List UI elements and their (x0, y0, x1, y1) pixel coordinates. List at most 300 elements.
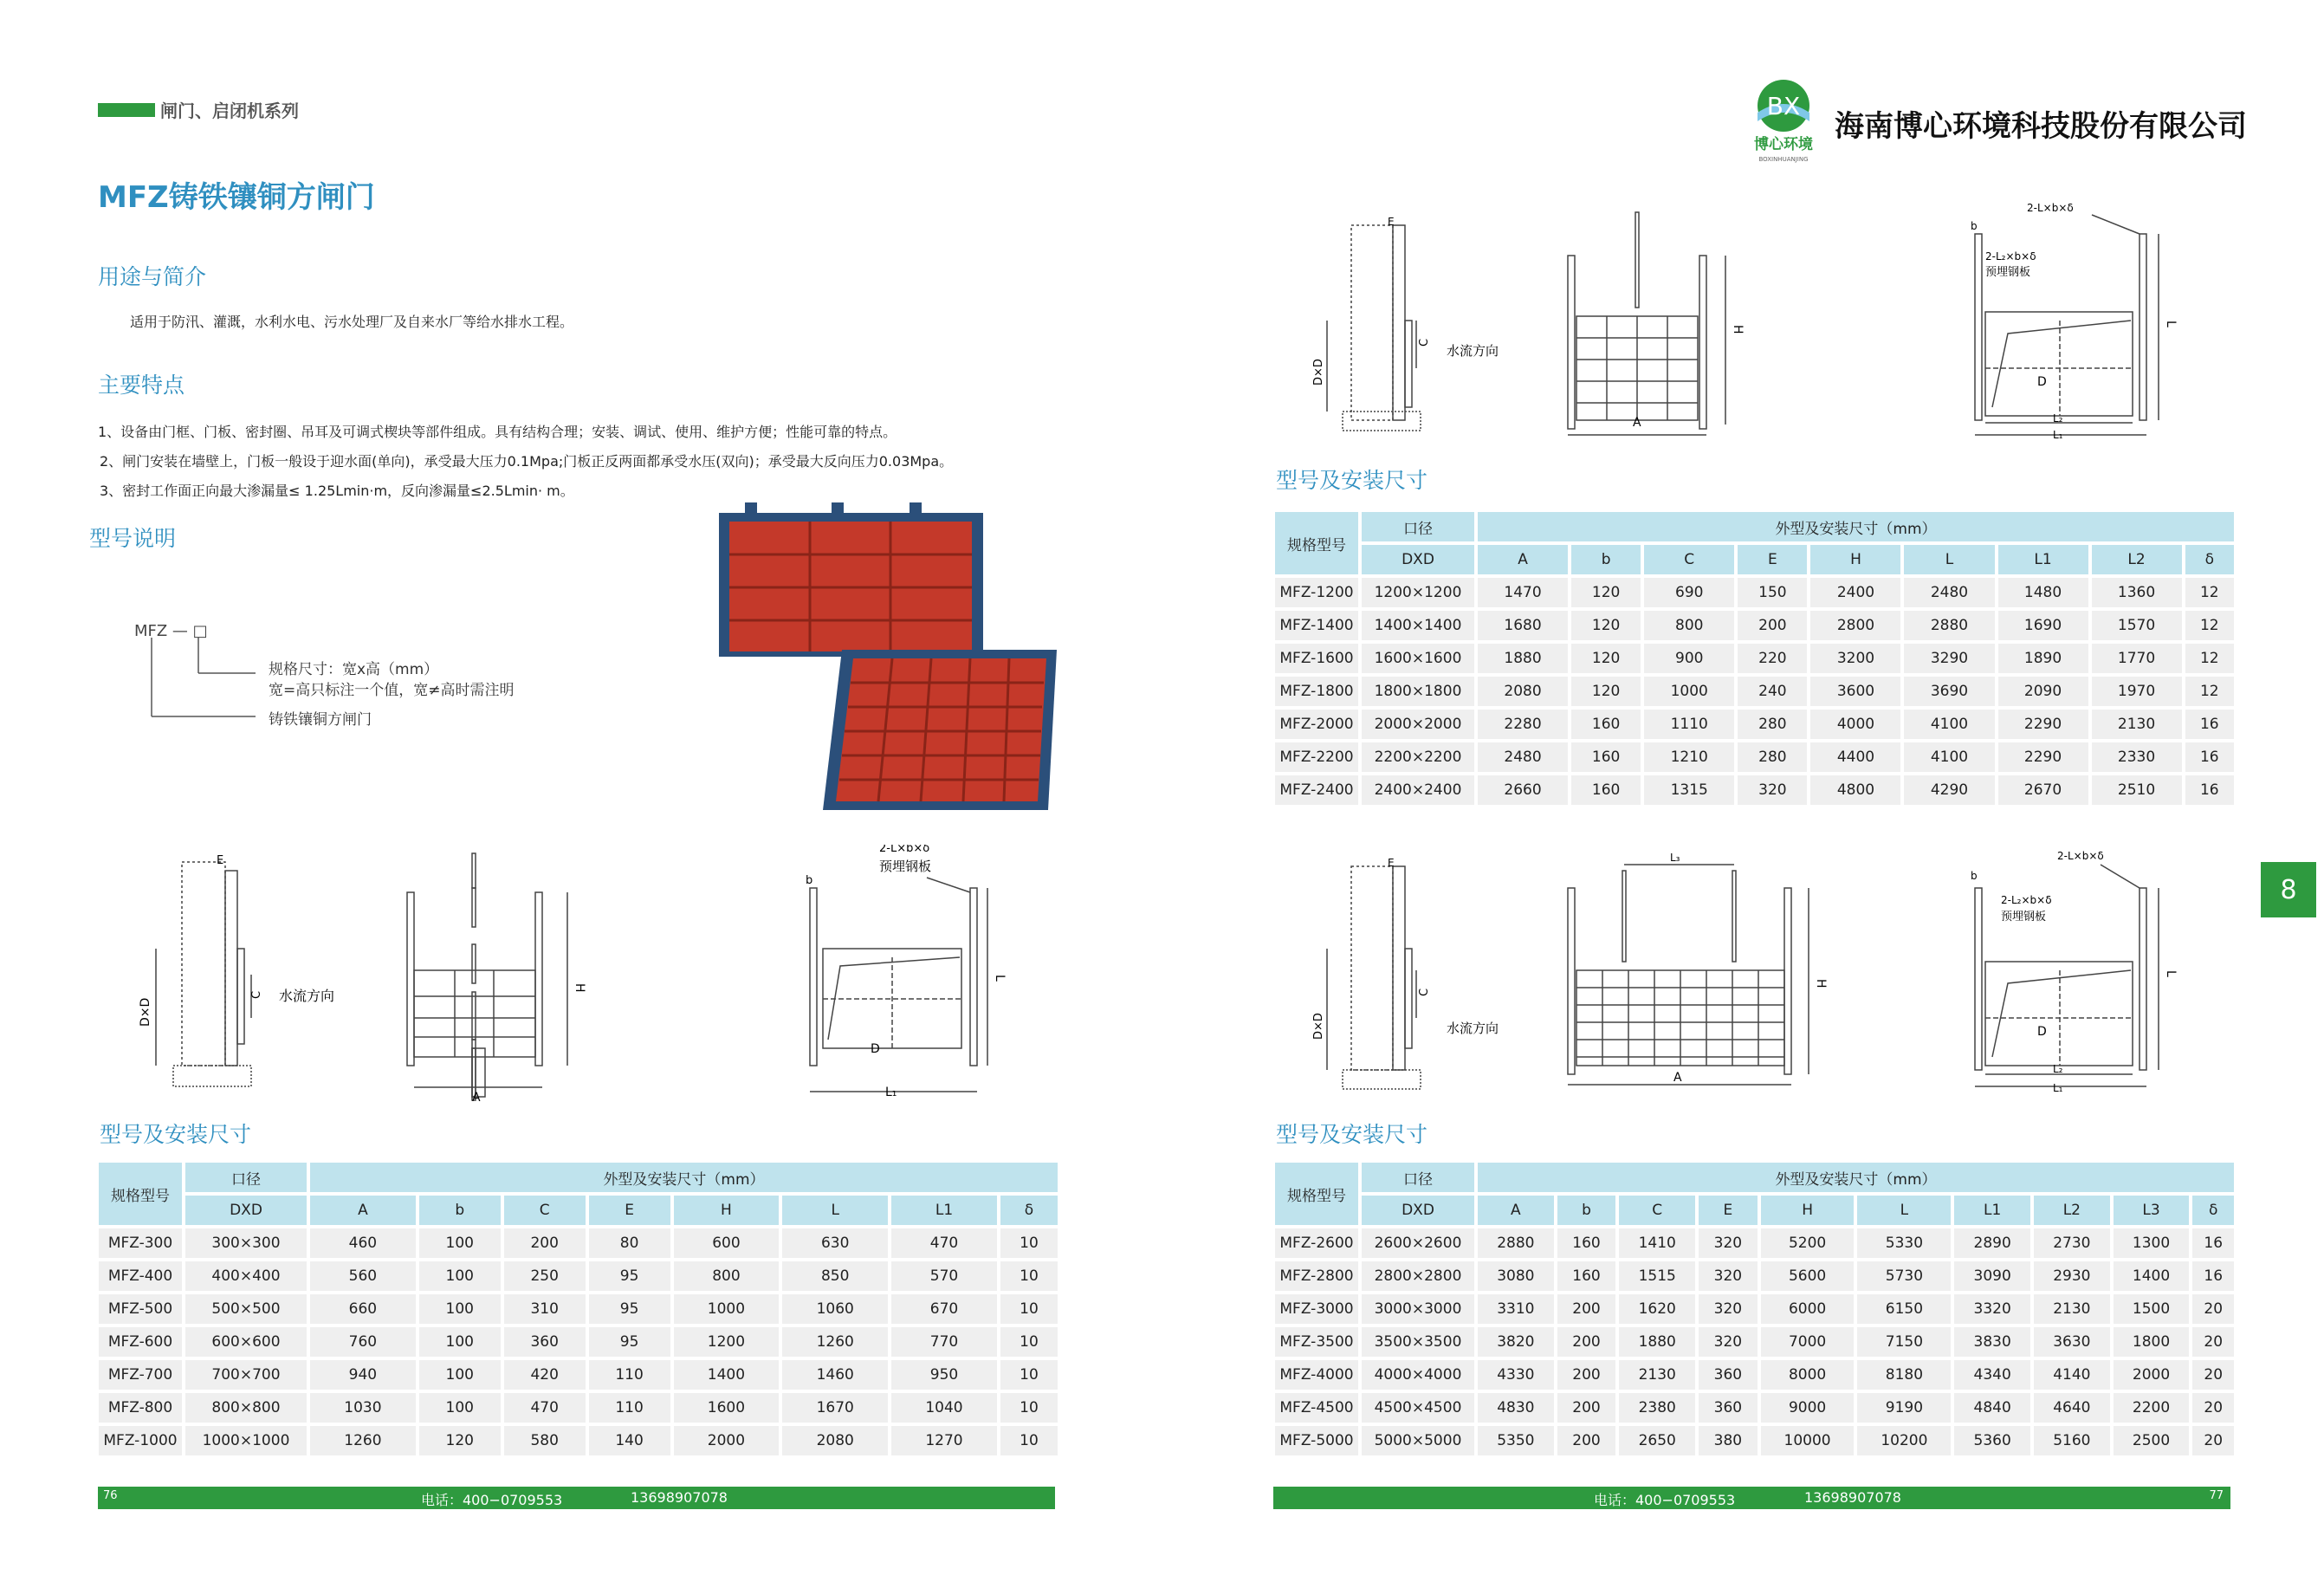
table-cell: 3830 (1954, 1327, 2030, 1357)
table-cell: 4100 (1904, 742, 1994, 772)
left-label-b: b (806, 874, 813, 887)
table-cell: 120 (1571, 578, 1641, 607)
table-cell: 2800×2800 (1362, 1261, 1474, 1291)
table-cell: 220 (1738, 644, 1807, 673)
table-cell: 5000×5000 (1362, 1426, 1474, 1455)
table-cell: 2080 (1478, 677, 1568, 706)
table-cell: 940 (310, 1360, 416, 1390)
table-cell: MFZ-2000 (1275, 710, 1358, 739)
left-technical-drawings (130, 845, 1013, 1105)
table-header-row (99, 1163, 1058, 1192)
table-cell: 570 (891, 1261, 997, 1291)
model-col-header: 规格型号 (1275, 512, 1358, 574)
table-cell: 240 (1738, 677, 1807, 706)
model-col-header: 规格型号 (99, 1163, 182, 1225)
table-cell: 5350 (1478, 1426, 1554, 1455)
table-cell: 200 (1557, 1360, 1616, 1390)
table-cell: 160 (1571, 742, 1641, 772)
table-cell: MFZ-2800 (1275, 1261, 1358, 1291)
column-header: L2 (2092, 545, 2182, 574)
rb-label-flow: 水流方向 (1447, 1021, 1499, 1036)
table-row (1275, 1360, 2234, 1390)
table-cell: 6000 (1761, 1294, 1855, 1324)
column-header: A (1478, 1196, 1554, 1225)
table-cell: 2090 (1998, 677, 2088, 706)
table-cell: 16 (2192, 1261, 2234, 1291)
table-row (99, 1327, 1058, 1357)
table-cell: 2800 (1810, 611, 1900, 640)
right-footer-phone1: 电话：400−0709553 (1594, 1492, 1736, 1508)
table-cell: MFZ-300 (99, 1228, 182, 1258)
table-cell: 12 (2185, 644, 2234, 673)
table-cell: 100 (419, 1327, 501, 1357)
rt-label-lbd: 2-L×b×δ (2027, 202, 2074, 214)
table-cell: 1300 (2114, 1228, 2190, 1258)
feature-item: 3、密封工作面正向最大渗漏量≤ 1.25Lmin·m，反向渗漏量≤2.5Lmin· m。 (100, 483, 574, 499)
left-footer-phone1: 电话：400−0709553 (421, 1492, 563, 1508)
table-cell: 2480 (1904, 578, 1994, 607)
table-cell: 2500 (2114, 1426, 2190, 1455)
column-header: H (674, 1196, 780, 1225)
rt-label-h: H (1731, 325, 1745, 334)
table-cell: 95 (589, 1261, 670, 1291)
table-cell: 320 (1699, 1228, 1758, 1258)
table-subheader-row (99, 1196, 1058, 1225)
right-page-number: 77 (2209, 1489, 2224, 1502)
rb-label-a: A (1673, 1071, 1682, 1085)
table-cell: 5600 (1761, 1261, 1855, 1291)
gate-photo-illustration (693, 502, 1057, 814)
table-row (1275, 677, 2234, 706)
table-cell: 4290 (1904, 775, 1994, 805)
column-header: L3 (2114, 1196, 2190, 1225)
model-note-width: 宽=高只标注一个值，宽≠高时需注明 (269, 682, 515, 699)
left-label-flow: 水流方向 (279, 988, 335, 1004)
column-header: DXD (185, 1196, 307, 1225)
left-label-plate: 预埋钢板 (879, 859, 932, 874)
table-cell: 95 (589, 1327, 670, 1357)
table-cell: 500×500 (185, 1294, 307, 1324)
table-cell: 2600×2600 (1362, 1228, 1474, 1258)
table-cell: 460 (310, 1228, 416, 1258)
table-cell: MFZ-4000 (1275, 1360, 1358, 1390)
table-cell: MFZ-4500 (1275, 1393, 1358, 1423)
table-cell: 120 (419, 1426, 501, 1455)
table-cell: 160 (1571, 775, 1641, 805)
caliber-header: 口径 (185, 1163, 307, 1192)
left-label-a: A (472, 1091, 481, 1105)
rb-label-l2: L₂ (2053, 1063, 2063, 1075)
rb-label-l: L (2164, 970, 2178, 977)
table-row (99, 1426, 1058, 1455)
table-cell: 150 (1738, 578, 1807, 607)
left-spec-table (95, 1159, 1061, 1459)
table-cell: 120 (1571, 611, 1641, 640)
table-cell: 320 (1738, 775, 1807, 805)
table-cell: 1670 (782, 1393, 888, 1423)
column-header: L1 (1954, 1196, 2030, 1225)
table-cell: 1030 (310, 1393, 416, 1423)
table-row (1275, 1426, 2234, 1455)
table-cell: 3000×3000 (1362, 1294, 1474, 1324)
table-cell: 1110 (1644, 710, 1734, 739)
table-cell: 200 (504, 1228, 586, 1258)
table-cell: 2000 (674, 1426, 780, 1455)
table-cell: 2330 (2092, 742, 2182, 772)
table-cell: 3080 (1478, 1261, 1554, 1291)
table-cell: 3200 (1810, 644, 1900, 673)
table-cell: 100 (419, 1393, 501, 1423)
table-cell: 200 (1557, 1327, 1616, 1357)
right-top-drawing-svg (1308, 199, 2191, 442)
table-cell: 3310 (1478, 1294, 1554, 1324)
left-drawing-svg (130, 845, 1013, 1105)
table-cell: 2730 (2034, 1228, 2110, 1258)
dims-title-header: 外型及安装尺寸（mm） (310, 1163, 1058, 1192)
table-cell: 200 (1557, 1294, 1616, 1324)
table-cell: 2130 (1619, 1360, 1695, 1390)
table-cell: 110 (589, 1360, 670, 1390)
model-col-header: 规格型号 (1275, 1163, 1358, 1225)
table-cell: MFZ-2400 (1275, 775, 1358, 805)
table-cell: 470 (504, 1393, 586, 1423)
rb-label-c: C (1418, 988, 1431, 996)
table-cell: 2200×2200 (1362, 742, 1474, 772)
table-cell: 1970 (2092, 677, 2182, 706)
left-label-d: D (871, 1042, 880, 1056)
table-cell: 1480 (1998, 578, 2088, 607)
table-cell: 3500×3500 (1362, 1327, 1474, 1357)
rb-label-lbd2: 2-L₂×b×δ (2001, 894, 2052, 906)
series-bar (98, 103, 155, 117)
column-header: δ (2192, 1196, 2234, 1225)
table-cell: 4100 (1904, 710, 1994, 739)
table-cell: 5330 (1857, 1228, 1951, 1258)
table-cell: 760 (310, 1327, 416, 1357)
table-cell: 1400 (2114, 1261, 2190, 1291)
table-cell: 1000 (674, 1294, 780, 1324)
table-cell: MFZ-3000 (1275, 1294, 1358, 1324)
table-cell: 1800×1800 (1362, 677, 1474, 706)
table-cell: 100 (419, 1360, 501, 1390)
table-cell: 2280 (1478, 710, 1568, 739)
table-cell: 3820 (1478, 1327, 1554, 1357)
table-cell: 700×700 (185, 1360, 307, 1390)
table-cell: 1880 (1619, 1327, 1695, 1357)
left-label-e: E (217, 854, 224, 867)
table-cell: 400×400 (185, 1261, 307, 1291)
table-cell: MFZ-3500 (1275, 1327, 1358, 1357)
product-photo (693, 502, 1057, 814)
table-cell: 20 (2192, 1426, 2234, 1455)
table-cell: 950 (891, 1360, 997, 1390)
table-cell: 100 (419, 1294, 501, 1324)
right-top-drawings (1308, 199, 2191, 442)
table-cell: MFZ-1400 (1275, 611, 1358, 640)
table-row (1275, 611, 2234, 640)
column-header: δ (1000, 1196, 1058, 1225)
table-cell: 660 (310, 1294, 416, 1324)
table-cell: 2510 (2092, 775, 2182, 805)
table-cell: 12 (2185, 578, 2234, 607)
usage-text: 适用于防汛、灌溉，水利水电、污水处理厂及自来水厂等给水排水工程。 (130, 314, 574, 330)
column-header: L (782, 1196, 888, 1225)
table-cell: 10 (1000, 1261, 1058, 1291)
table-cell: 2200 (2114, 1393, 2190, 1423)
table-cell: 320 (1699, 1327, 1758, 1357)
table-cell: 10 (1000, 1294, 1058, 1324)
table-cell: 200 (1738, 611, 1807, 640)
rb-label-e: E (1388, 857, 1395, 869)
left-label-l: L (993, 975, 1007, 982)
table-cell: 2480 (1478, 742, 1568, 772)
table-row (99, 1393, 1058, 1423)
table-cell: 9000 (1761, 1393, 1855, 1423)
column-header: C (1619, 1196, 1695, 1225)
column-header: b (419, 1196, 501, 1225)
table-cell: 380 (1699, 1426, 1758, 1455)
left-page-number: 76 (103, 1489, 118, 1502)
model-code: MFZ — □ (134, 622, 208, 640)
column-header: H (1761, 1196, 1855, 1225)
table-cell: 1800 (2114, 1327, 2190, 1357)
logo-en: BOXINHUANJING (1758, 156, 1809, 163)
table-cell: 300×300 (185, 1228, 307, 1258)
table-cell: 1360 (2092, 578, 2182, 607)
rt-label-l1: L₁ (2053, 429, 2063, 441)
table-cell: 2670 (1998, 775, 2088, 805)
rb-label-dxd: D×D (1312, 1013, 1325, 1040)
left-footer-phone2: 13698907078 (631, 1489, 728, 1506)
column-header: DXD (1362, 1196, 1474, 1225)
table-cell: 120 (1571, 644, 1641, 673)
table-cell: 2650 (1619, 1426, 1695, 1455)
table-cell: 8180 (1857, 1360, 1951, 1390)
dims-title-header: 外型及安装尺寸（mm） (1478, 1163, 2234, 1192)
table-cell: 1060 (782, 1294, 888, 1324)
page-title: MFZ铸铁镶铜方闸门 (98, 180, 375, 215)
table-cell: 310 (504, 1294, 586, 1324)
feature-item: 2、闸门安装在墙壁上，门板一般设于迎水面(单向)，承受最大压力0.1Mpa;门板正反两面都承受水压(双向)；承受最大反向压力0.03Mpa。 (100, 453, 954, 470)
logo-cn: 博心环境 (1754, 136, 1813, 153)
table-cell: 900 (1644, 644, 1734, 673)
features-list (98, 418, 1094, 506)
table-cell: 1570 (2092, 611, 2182, 640)
table-cell: MFZ-1800 (1275, 677, 1358, 706)
column-header: δ (2185, 545, 2234, 574)
left-footer (98, 1487, 1055, 1509)
table-cell: 850 (782, 1261, 888, 1291)
series-label: 闸门、启闭机系列 (98, 97, 299, 122)
features-heading: 主要特点 (98, 373, 185, 398)
rt-label-l: L (2164, 321, 2178, 327)
column-header: L2 (2034, 1196, 2110, 1225)
rb-label-plate: 预埋钢板 (2001, 911, 2047, 924)
table-cell: 10 (1000, 1228, 1058, 1258)
table-cell: 7000 (1761, 1327, 1855, 1357)
table-cell: MFZ-1600 (1275, 644, 1358, 673)
rb-label-b: b (1971, 870, 1978, 882)
table-cell: 1460 (782, 1360, 888, 1390)
table-cell: 110 (589, 1393, 670, 1423)
rb-label-lbd: 2-L×b×δ (2057, 850, 2104, 862)
table-cell: 800 (674, 1261, 780, 1291)
table-cell: 10200 (1857, 1426, 1951, 1455)
left-label-h: H (573, 983, 586, 993)
table-row (99, 1261, 1058, 1291)
table-cell: 1500 (2114, 1294, 2190, 1324)
table-cell: 4500×4500 (1362, 1393, 1474, 1423)
column-header: b (1557, 1196, 1616, 1225)
table-cell: 10 (1000, 1360, 1058, 1390)
table-cell: 630 (782, 1228, 888, 1258)
column-header: DXD (1362, 545, 1474, 574)
column-header: C (504, 1196, 586, 1225)
left-label-c: C (250, 990, 263, 999)
table-cell: 2880 (1478, 1228, 1554, 1258)
column-header: L1 (891, 1196, 997, 1225)
table-cell: 280 (1738, 742, 1807, 772)
table-cell: 3320 (1954, 1294, 2030, 1324)
table-cell: 3630 (2034, 1327, 2110, 1357)
table-cell: 4830 (1478, 1393, 1554, 1423)
caliber-header: 口径 (1362, 512, 1474, 541)
table-cell: 320 (1699, 1261, 1758, 1291)
table-cell: MFZ-500 (99, 1294, 182, 1324)
table-cell: 580 (504, 1426, 586, 1455)
column-header: E (1699, 1196, 1758, 1225)
column-header: A (310, 1196, 416, 1225)
logo-icon (1743, 78, 1825, 165)
table-row (1275, 742, 2234, 772)
column-header: E (1738, 545, 1807, 574)
table-row (99, 1360, 1058, 1390)
table-row (1275, 644, 2234, 673)
right-bottom-drawings (1308, 849, 2191, 1096)
table-cell: 20 (2192, 1360, 2234, 1390)
column-header: L (1857, 1196, 1951, 1225)
table-cell: 1470 (1478, 578, 1568, 607)
table-cell: 600×600 (185, 1327, 307, 1357)
table-cell: MFZ-2600 (1275, 1228, 1358, 1258)
table-cell: 1040 (891, 1393, 997, 1423)
table-cell: 7150 (1857, 1327, 1951, 1357)
usage-heading: 用途与简介 (98, 264, 207, 289)
table-cell: 3090 (1954, 1261, 2030, 1291)
table-cell: 20 (2192, 1327, 2234, 1357)
table-cell: 12 (2185, 611, 2234, 640)
table-cell: 4140 (2034, 1360, 2110, 1390)
table-cell: 1260 (782, 1327, 888, 1357)
column-header: C (1644, 545, 1734, 574)
table-cell: 690 (1644, 578, 1734, 607)
table-cell: 140 (589, 1426, 670, 1455)
table-cell: 12 (2185, 677, 2234, 706)
table-header-row (1275, 512, 2234, 541)
table-cell: 5730 (1857, 1261, 1951, 1291)
model-heading: 型号说明 (89, 526, 177, 551)
rb-label-d: D (2037, 1025, 2047, 1039)
table-cell: 1200×1200 (1362, 578, 1474, 607)
column-header: A (1478, 545, 1568, 574)
chapter-tab: 8 (2261, 862, 2316, 917)
rb-label-h: H (1814, 979, 1828, 988)
rt-label-c: C (1418, 338, 1431, 347)
table-cell: 320 (1699, 1294, 1758, 1324)
table-cell: 2000×2000 (1362, 710, 1474, 739)
company-logo (1743, 78, 1825, 165)
table-cell: 120 (1571, 677, 1641, 706)
table-cell: 6150 (1857, 1294, 1951, 1324)
model-explanation (134, 617, 585, 738)
table-cell: 160 (1571, 710, 1641, 739)
model-note-size: 规格尺寸：宽x高（mm） (269, 661, 439, 678)
table-row (1275, 1228, 2234, 1258)
table-cell: 1400×1400 (1362, 611, 1474, 640)
table-cell: 4800 (1810, 775, 1900, 805)
table-cell: 2130 (2092, 710, 2182, 739)
model-note-type: 铸铁镶铜方闸门 (269, 711, 372, 729)
table-row (1275, 1393, 2234, 1423)
rt-label-flow: 水流方向 (1447, 343, 1499, 359)
table-cell: 2000 (2114, 1360, 2190, 1390)
table-cell: 1620 (1619, 1294, 1695, 1324)
rt-label-plate: 预埋钢板 (1985, 266, 2031, 279)
table-cell: 1600 (674, 1393, 780, 1423)
right-footer (1273, 1487, 2230, 1509)
table-cell: 1400 (674, 1360, 780, 1390)
table-cell: 770 (891, 1327, 997, 1357)
table-cell: 100 (419, 1261, 501, 1291)
table-cell: 2890 (1954, 1228, 2030, 1258)
table-header-row (1275, 1163, 2234, 1192)
table-cell: 160 (1557, 1228, 1616, 1258)
table-cell: MFZ-400 (99, 1261, 182, 1291)
table-cell: 4340 (1954, 1360, 2030, 1390)
table-cell: 10 (1000, 1426, 1058, 1455)
table-cell: 1680 (1478, 611, 1568, 640)
rt-label-d: D (2037, 375, 2047, 389)
rb-label-l3: L₃ (1670, 852, 1680, 864)
table-cell: 3290 (1904, 644, 1994, 673)
table-cell: 16 (2185, 775, 2234, 805)
table-cell: 280 (1738, 710, 1807, 739)
table-cell: 1270 (891, 1426, 997, 1455)
table-cell: 2930 (2034, 1261, 2110, 1291)
column-header: b (1571, 545, 1641, 574)
right-spec-table-2 (1272, 1159, 2237, 1459)
table-cell: 20 (2192, 1294, 2234, 1324)
table-cell: 1315 (1644, 775, 1734, 805)
table-row (1275, 1294, 2234, 1324)
table-cell: 160 (1557, 1261, 1616, 1291)
table-cell: 670 (891, 1294, 997, 1324)
feature-item: 1、设备由门框、门板、密封圈、吊耳及可调式楔块等部件组成。具有结构合理；安装、调试、使用、维护方便；性能可靠的特点。 (98, 424, 897, 440)
table-cell: 1260 (310, 1426, 416, 1455)
table-cell: 2130 (2034, 1294, 2110, 1324)
table-cell: 4640 (2034, 1393, 2110, 1423)
left-label-dxd: D×D (139, 997, 152, 1027)
table-cell: 1200 (674, 1327, 780, 1357)
rt-label-a: A (1633, 416, 1641, 430)
table-cell: 20 (2192, 1393, 2234, 1423)
table-cell: MFZ-2200 (1275, 742, 1358, 772)
rt-label-l2: L₂ (2053, 412, 2063, 425)
table-row (99, 1228, 1058, 1258)
rt-label-e: E (1388, 216, 1395, 228)
right-spec-table-1 (1272, 509, 2237, 808)
table-cell: 4400 (1810, 742, 1900, 772)
